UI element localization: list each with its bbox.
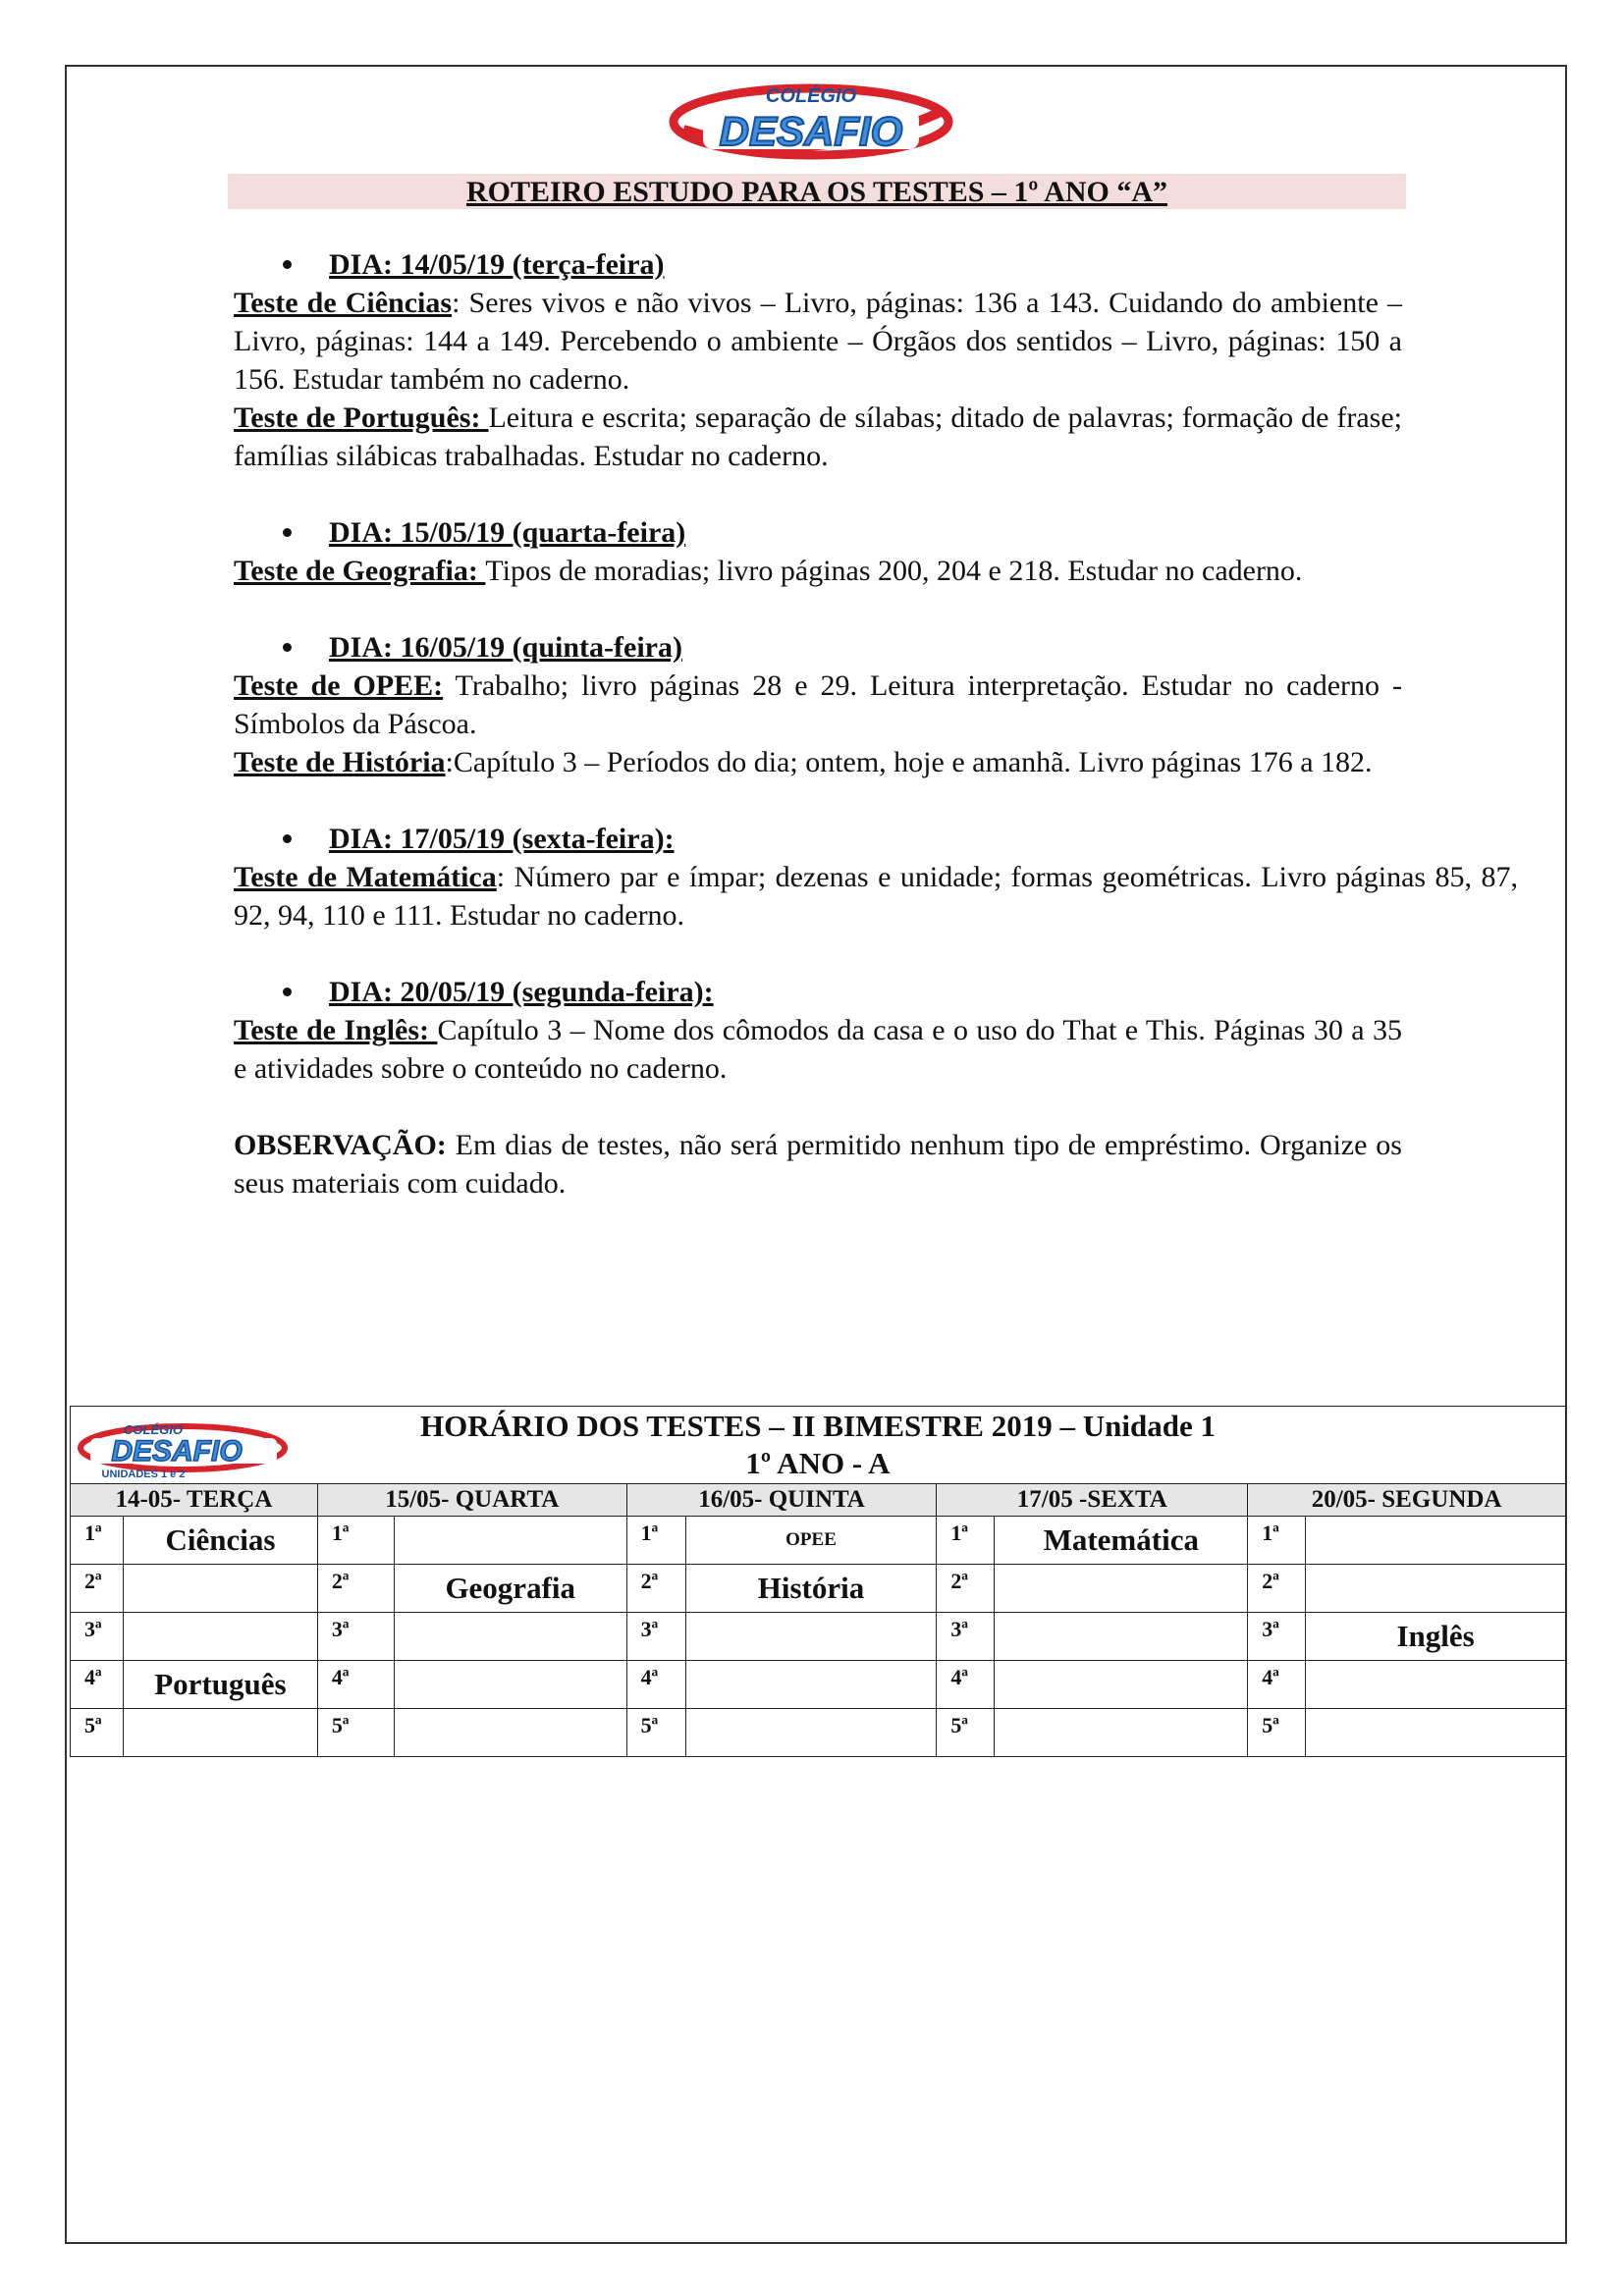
- period-number: 5ª: [317, 1709, 394, 1757]
- page-title-text: ROTEIRO ESTUDO PARA OS TESTES – 1º ANO “A”: [466, 176, 1167, 208]
- test-entry: Teste de Matemática: Número par e ímpar; dezenas e unidade; formas geométricas. Livro páginas 85, 87, 92, 94, 110 e 111. Estudar no caderno.: [234, 861, 1518, 932]
- subject-cell: Inglês: [1306, 1613, 1566, 1661]
- schedule-header: [71, 1407, 1566, 1484]
- table-row: [71, 1709, 1566, 1757]
- period-number: 4ª: [317, 1661, 394, 1709]
- test-entry: Teste de Geografia: Tipos de moradias; livro páginas 200, 204 e 218. Estudar no caderno.: [234, 555, 1303, 587]
- day-heading: DIA: 20/05/19 (segunda-feira):: [283, 973, 1402, 1011]
- period-number: 3ª: [1248, 1613, 1306, 1661]
- day-heading: DIA: 16/05/19 (quinta-feira): [283, 628, 1402, 667]
- bullet-icon: [283, 528, 292, 537]
- period-number: 3ª: [317, 1613, 394, 1661]
- empty-cell: [685, 1709, 937, 1757]
- empty-cell: [123, 1709, 317, 1757]
- empty-cell: [995, 1661, 1248, 1709]
- school-logo: [664, 73, 958, 163]
- period-number: 5ª: [71, 1709, 124, 1757]
- empty-cell: [394, 1613, 626, 1661]
- period-number: 3ª: [71, 1613, 124, 1661]
- period-number: 2ª: [1248, 1565, 1306, 1613]
- period-number: 2ª: [317, 1565, 394, 1613]
- period-number: 4ª: [1248, 1661, 1306, 1709]
- empty-cell: [1306, 1661, 1566, 1709]
- study-guide: [234, 245, 1518, 1202]
- period-number: 1ª: [937, 1517, 995, 1565]
- period-number: 3ª: [626, 1613, 685, 1661]
- empty-cell: [394, 1709, 626, 1757]
- day-column-header: 15/05- QUARTA: [317, 1484, 626, 1517]
- period-number: 4ª: [71, 1661, 124, 1709]
- subject-cell: Geografia: [394, 1565, 626, 1613]
- period-number: 5ª: [937, 1709, 995, 1757]
- empty-cell: [995, 1565, 1248, 1613]
- svg-text:DESAFIO: DESAFIO: [719, 108, 903, 154]
- test-entry: Teste de Inglês: Capítulo 3 – Nome dos cômodos da casa e o uso do That e This. Páginas 30 a 35 e atividades sobre o conteúdo no caderno.: [234, 1014, 1402, 1085]
- period-number: 5ª: [626, 1709, 685, 1757]
- test-entry: Teste de História:Capítulo 3 – Períodos do dia; ontem, hoje e amanhã. Livro páginas 176 a 182.: [234, 746, 1373, 778]
- empty-cell: [685, 1661, 937, 1709]
- period-number: 4ª: [937, 1661, 995, 1709]
- bullet-icon: [283, 834, 292, 843]
- period-number: 1ª: [71, 1517, 124, 1565]
- day-heading: DIA: 17/05/19 (sexta-feira):: [283, 820, 1402, 858]
- schedule-subtitle: 1º ANO - A: [745, 1446, 891, 1480]
- day-column-header: 14-05- TERÇA: [71, 1484, 318, 1517]
- period-number: 4ª: [626, 1661, 685, 1709]
- empty-cell: [995, 1709, 1248, 1757]
- day-heading: DIA: 15/05/19 (quarta-feira): [283, 513, 1402, 552]
- period-number: 1ª: [1248, 1517, 1306, 1565]
- table-row: [71, 1661, 1566, 1709]
- empty-cell: [394, 1517, 626, 1565]
- test-schedule-table: [70, 1406, 1566, 1757]
- empty-cell: [1306, 1565, 1566, 1613]
- school-logo-small: [75, 1418, 291, 1481]
- period-number: 3ª: [937, 1613, 995, 1661]
- day-column-header: 17/05 -SEXTA: [937, 1484, 1248, 1517]
- bullet-icon: [283, 643, 292, 652]
- bullet-icon: [283, 988, 292, 996]
- observation-note: OBSERVAÇÃO: Em dias de testes, não será permitido nenhum tipo de empréstimo. Organize os seus materiais com cuidado.: [234, 1129, 1402, 1200]
- subject-cell: OPEE: [685, 1517, 937, 1565]
- empty-cell: [1306, 1517, 1566, 1565]
- period-number: 2ª: [937, 1565, 995, 1613]
- svg-text:DESAFIO: DESAFIO: [111, 1435, 243, 1468]
- test-entry: Teste de Ciências: Seres vivos e não vivos – Livro, páginas: 136 a 143. Cuidando do ambiente – Livro, páginas: 144 a 149. Percebendo o ambiente – Órgãos dos sentidos – Livro, páginas: 150 a 156. Estudar também no caderno.: [234, 287, 1402, 396]
- svg-text:COLÉGIO: COLÉGIO: [765, 85, 857, 107]
- period-number: 1ª: [317, 1517, 394, 1565]
- period-number: 2ª: [71, 1565, 124, 1613]
- subject-cell: Matemática: [995, 1517, 1248, 1565]
- empty-cell: [1306, 1709, 1566, 1757]
- subject-cell: Ciências: [123, 1517, 317, 1565]
- svg-text:COLÉGIO: COLÉGIO: [124, 1422, 183, 1437]
- day-column-header: 16/05- QUINTA: [626, 1484, 937, 1517]
- day-column-header: 20/05- SEGUNDA: [1248, 1484, 1566, 1517]
- empty-cell: [394, 1661, 626, 1709]
- period-number: 2ª: [626, 1565, 685, 1613]
- period-number: 1ª: [626, 1517, 685, 1565]
- bullet-icon: [283, 260, 292, 269]
- subject-cell: História: [685, 1565, 937, 1613]
- table-row: [71, 1565, 1566, 1613]
- period-number: 5ª: [1248, 1709, 1306, 1757]
- svg-text:UNIDADES 1 e 2: UNIDADES 1 e 2: [101, 1468, 186, 1480]
- day-heading: DIA: 14/05/19 (terça-feira): [283, 245, 1402, 284]
- subject-cell: Português: [123, 1661, 317, 1709]
- test-entry: Teste de OPEE: Trabalho; livro páginas 28 e 29. Leitura interpretação. Estudar no caderno - Símbolos da Páscoa.: [234, 669, 1402, 740]
- table-row: [71, 1613, 1566, 1661]
- empty-cell: [995, 1613, 1248, 1661]
- empty-cell: [123, 1613, 317, 1661]
- test-entry: Teste de Português: Leitura e escrita; separação de sílabas; ditado de palavras; formação de frase; famílias silábicas trabalhadas. Estudar no caderno.: [234, 401, 1402, 472]
- schedule-title: HORÁRIO DOS TESTES – II BIMESTRE 2019 – Unidade 1: [420, 1409, 1216, 1443]
- empty-cell: [123, 1565, 317, 1613]
- page-title: [228, 174, 1406, 209]
- table-row: [71, 1517, 1566, 1565]
- empty-cell: [685, 1613, 937, 1661]
